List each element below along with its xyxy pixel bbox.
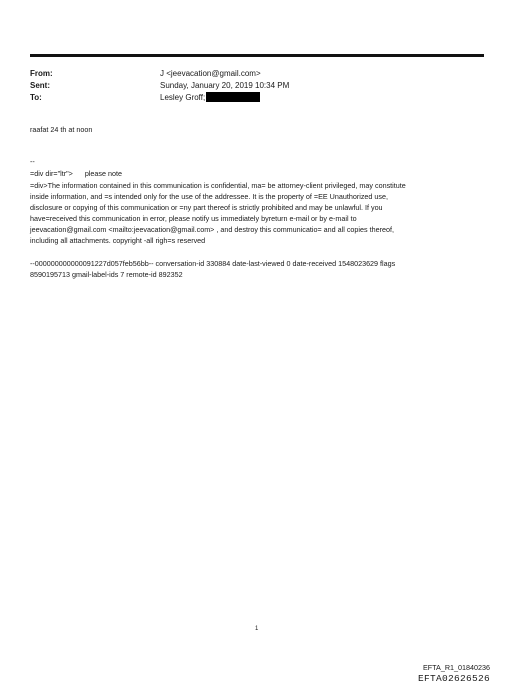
disclaimer-line-3: disclosure or copying of this communication or =ny part thereof is strictly prohibited and may be unlawful. If you: [30, 203, 383, 212]
disclaimer-line-4: have=received this communication in error, please notify us immediately byreturn e-mail or by e-mail to: [30, 214, 357, 223]
disclaimer-line-6: including all attachments. copyright -all righ=s reserved: [30, 236, 206, 245]
header-rule: [30, 54, 484, 57]
body-line-1: raafat 24 th at noon: [30, 125, 93, 134]
from-label: From:: [30, 69, 53, 78]
efta-r1-stamp: EFTA_R1_01840236: [423, 663, 490, 672]
efta-stamp: EFTA02626526: [417, 673, 490, 684]
meta-line-2: 8590195713 gmail-label-ids 7 remote-id 892352: [30, 270, 183, 279]
from-value: J <jeevacation@gmail.com>: [160, 69, 261, 78]
to-label: To:: [30, 93, 42, 102]
disclaimer-line-1: =div>The information contained in this communication is confidential, ma= be attorney-client privileged, may constitute: [30, 181, 406, 190]
to-value: Lesley Groff;: [160, 93, 206, 102]
div-line: =div dir="ltr"> please note: [30, 169, 123, 178]
disclaimer-line-2: inside information, and =s intended only for the use of the addressee. It is the property of =EE Unauthorized use,: [30, 192, 388, 201]
meta-line-1: --000000000000091227d057feb56bb-- conversation-id 330884 date-last-viewed 0 date-received 1548023629 flags: [30, 259, 396, 268]
to-value-wrap: [160, 92, 260, 103]
redaction-box: [206, 92, 260, 102]
disclaimer-line-5: jeevacation@gmail.com <mailto:jeevacation@gmail.com> , and destroy this communicatio= and all copies thereof,: [30, 225, 394, 234]
separator: --: [30, 157, 35, 166]
sent-value: Sunday, January 20, 2019 10:34 PM: [160, 81, 290, 90]
sent-label: Sent:: [30, 81, 50, 90]
page-number: 1: [255, 626, 259, 632]
